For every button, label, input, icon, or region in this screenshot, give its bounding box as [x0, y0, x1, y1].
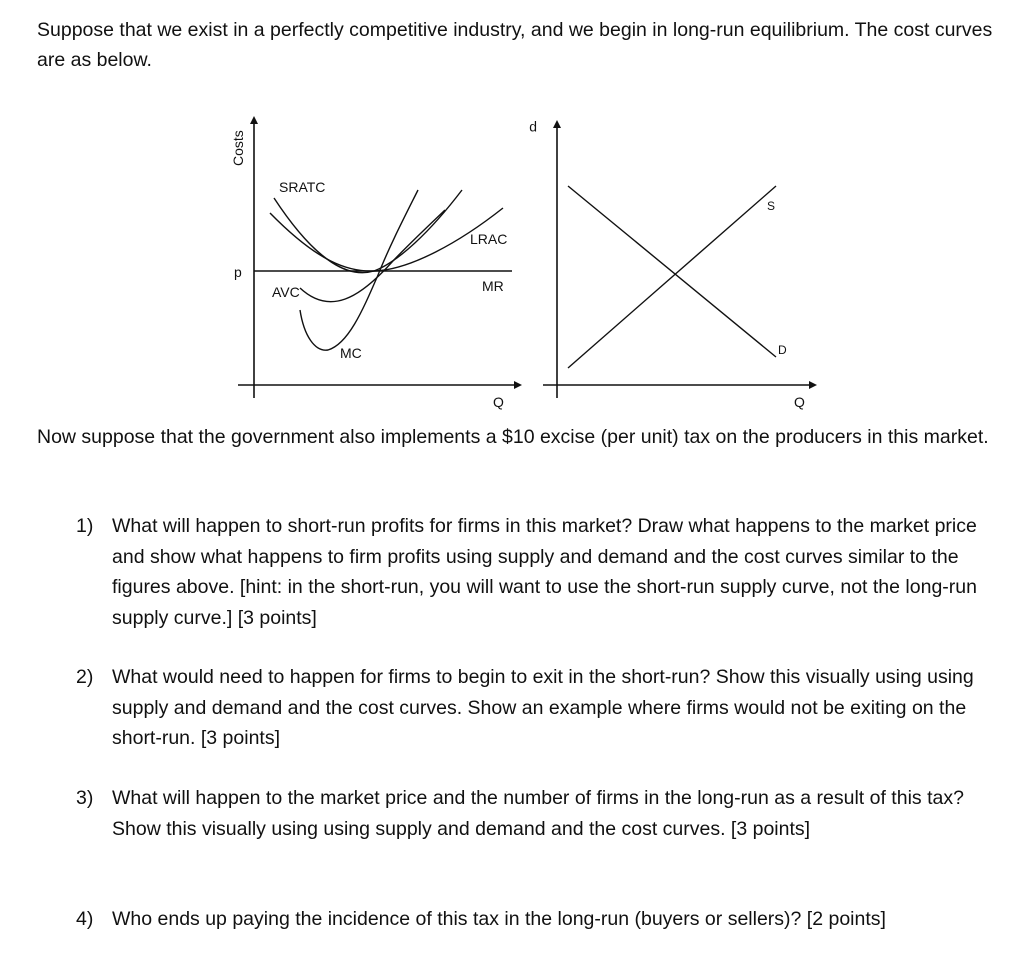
cost-price-label: p: [234, 264, 242, 280]
demand-curve: [568, 186, 776, 357]
question-number: 4): [76, 908, 94, 930]
avc-label: AVC: [272, 284, 300, 300]
question-number: 3): [76, 787, 94, 809]
market-x-axis-label: Q: [794, 394, 805, 410]
demand-label: D: [778, 343, 787, 357]
sratc-label: SRATC: [279, 179, 326, 195]
cost-curves-figure: [230, 118, 520, 410]
market-figure: [529, 121, 815, 410]
supply-label: S: [767, 199, 776, 213]
cost-x-axis-label: Q: [493, 394, 504, 410]
question-text: Who ends up paying the incidence of this tax in the long-run (buyers or sellers)? [2 points]: [112, 908, 886, 930]
question-number: 1): [76, 515, 94, 537]
question-text: What will happen to the market price and the number of firms in the long-run as a result of this tax? Show this visually using using supply and demand and the cost curves. [3 points]: [112, 787, 964, 840]
question-text: What will happen to short-run profits for firms in this market? Draw what happens to the market price and show what happens to firm profits using supply and demand and the cost curves similar to the figures above. [hint: in the short-run, you will want to use the short-run supply curve, not the long-run supply curve.] [3 points]: [112, 515, 977, 629]
intro-paragraph: Suppose that we exist in a perfectly competitive industry, and we begin in long-run equilibrium. The cost curves are as below.: [37, 19, 993, 71]
question-number: 2): [76, 666, 94, 688]
market-y-axis-label: p: [529, 121, 537, 137]
cost-y-axis-label: Costs: [230, 130, 246, 166]
cost-and-market-figures: [0, 0, 1024, 420]
mc-label: MC: [340, 345, 362, 361]
supply-curve: [568, 186, 776, 368]
lrac-label: LRAC: [470, 231, 508, 247]
mr-label: MR: [482, 278, 504, 294]
sratc-curve: [274, 190, 462, 273]
question-text: What would need to happen for firms to begin to exit in the short-run? Show this visually using using supply and demand and the cost curves. Show an example where firms would not be exiting on the short-run. [3 points]: [112, 666, 974, 749]
tax-paragraph: Now suppose that the government also implements a $10 excise (per unit) tax on the producers in this market.: [37, 426, 989, 448]
